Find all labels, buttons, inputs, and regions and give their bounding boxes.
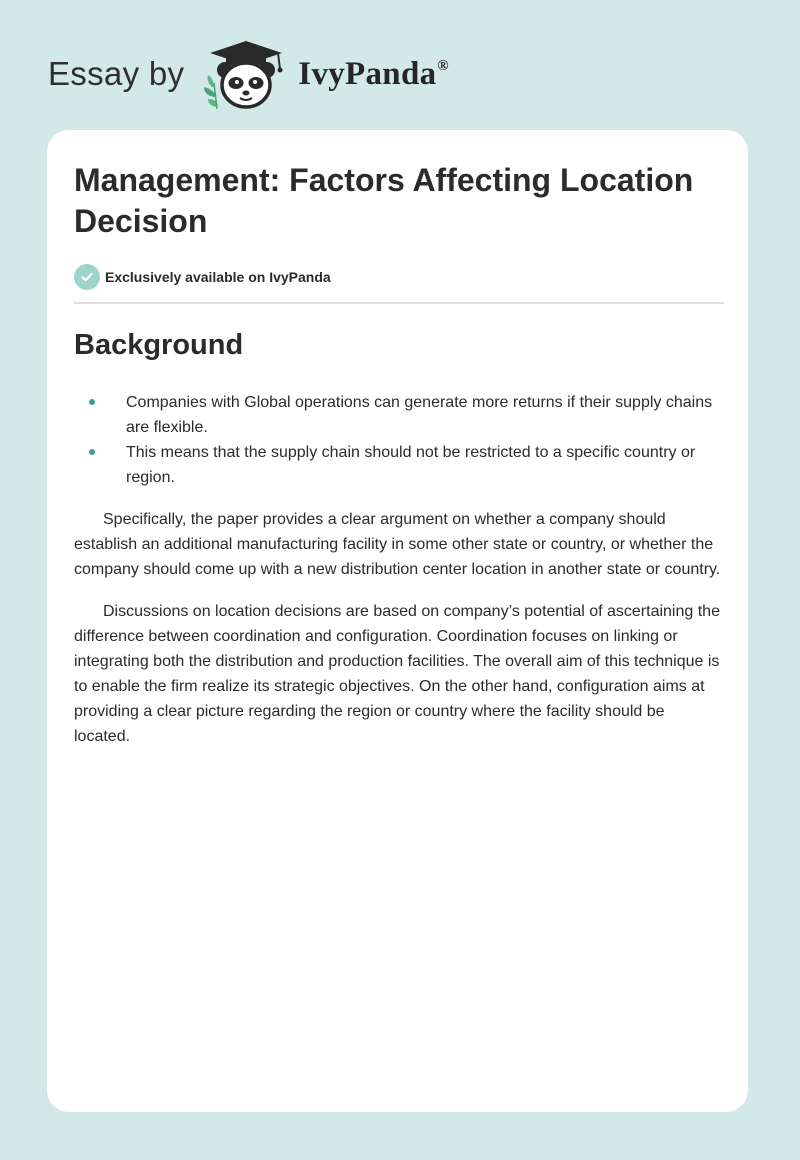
body-paragraph: Specifically, the paper provides a clear argument on whether a company should establish an additional manufacturing facility in some other state or country, or whether the company should come up with a new distribution center location in another state or country.	[74, 511, 721, 578]
panda-graduate-icon[interactable]	[200, 37, 292, 111]
essay-content	[74, 160, 724, 749]
body-paragraph: Discussions on location decisions are based on company’s potential of ascertaining the difference between coordination and configuration. Coordination focuses on linking or integrating both the distribution and production facilities. The overall aim of this technique is to enable the firm realize its strategic objectives. On the other hand, configuration aims at providing a clear picture regarding the region or country where the facility should be located.	[74, 603, 720, 745]
site-header	[48, 34, 449, 114]
check-icon	[74, 264, 100, 290]
essay-card	[47, 130, 748, 1112]
list-item	[74, 390, 724, 440]
section-heading: Background	[74, 329, 244, 361]
exclusive-label: Exclusively available on IvyPanda	[105, 269, 331, 285]
list-item	[74, 440, 724, 490]
divider	[74, 302, 724, 304]
registered-mark: ®	[437, 57, 449, 74]
essay-by-label: Essay by	[48, 55, 185, 92]
essay-title: Management: Factors Affecting Location Decision	[74, 162, 694, 239]
exclusive-badge-row	[74, 264, 724, 290]
brand-name[interactable]: IvyPanda®	[298, 55, 449, 92]
list-item-text: Companies with Global operations can generate more returns if their supply chains are flexible.	[126, 394, 713, 436]
list-item-text: This means that the supply chain should not be restricted to a specific country or region.	[126, 444, 696, 486]
bullet-dot-icon	[89, 399, 95, 405]
bullet-list	[74, 390, 724, 490]
bullet-dot-icon	[89, 449, 95, 455]
